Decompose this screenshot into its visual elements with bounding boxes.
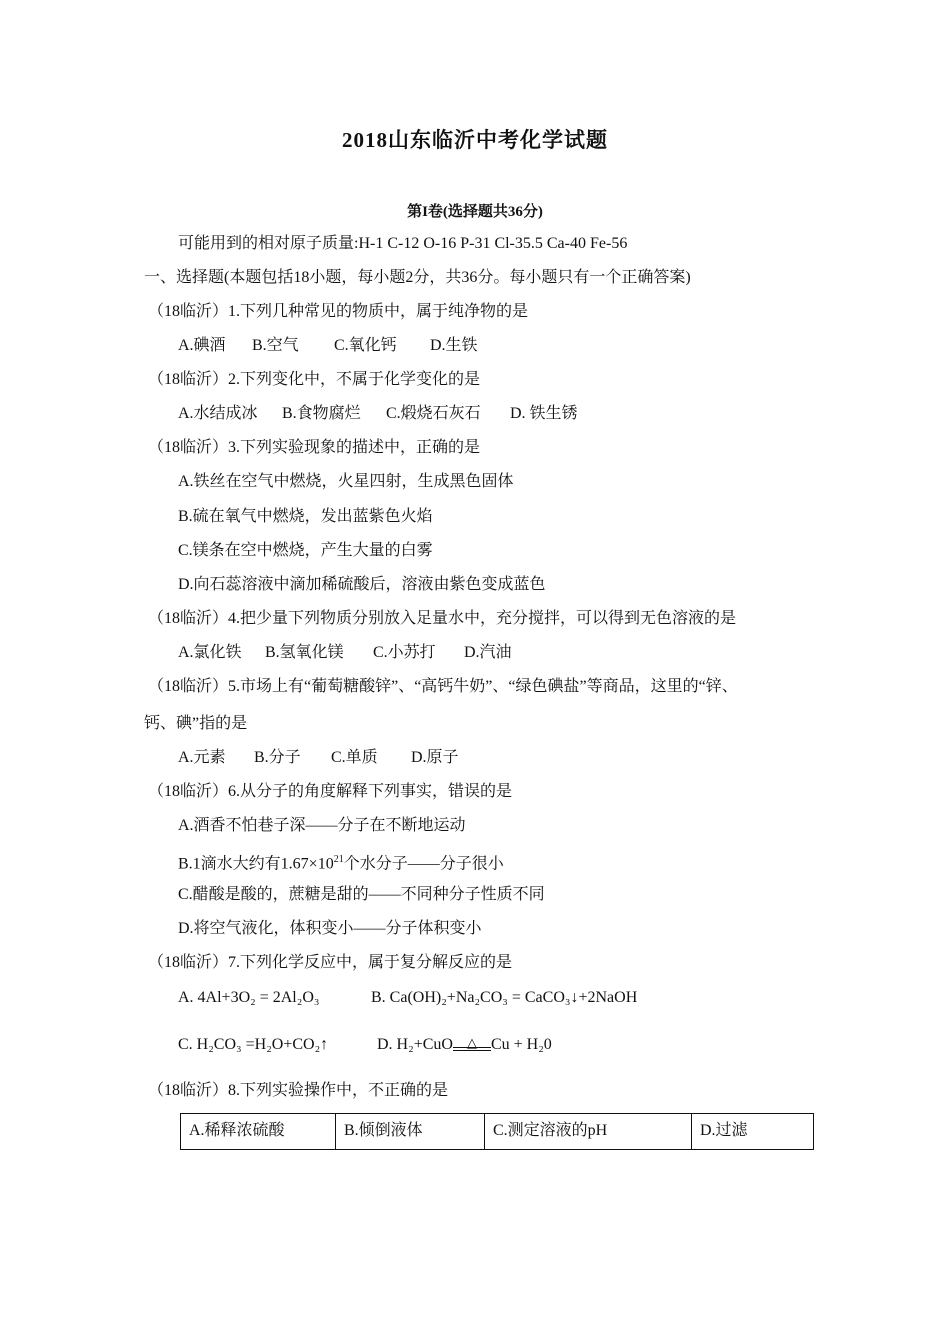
heat-icon: △: [466, 1035, 477, 1050]
question-7-stem: （18临沂）7.下列化学反应中，属于复分解反应的是: [148, 954, 513, 971]
equation-right: Cu + H₂0: [490, 1036, 552, 1053]
question-4-options: [178, 643, 512, 663]
section-title: 第I卷(选择题共36分): [407, 204, 543, 220]
option: A.铁丝在空气中燃烧，火星四射，生成黑色固体: [178, 473, 514, 490]
option: B.硫在氧气中燃烧，发出蓝紫色火焰: [178, 508, 433, 525]
question-4-stem: （18临沂）4.把少量下列物质分别放入足量水中，充分搅拌，可以得到无色溶液的是: [148, 610, 737, 627]
option: C.单质: [331, 749, 378, 766]
atomic-masses: 可能用到的相对原子质量:H-1 C-12 O-16 P-31 Cl-35.5 Ca-40 Fe-56: [178, 235, 628, 252]
question-8-stem: （18临沂）8.下列实验操作中，不正确的是: [148, 1082, 449, 1099]
option: A.酒香不怕巷子深——分子在不断地运动: [178, 817, 466, 834]
heat-equals-sign: [453, 1035, 491, 1055]
option: D.原子: [411, 749, 459, 766]
table-cell: D.过滤: [692, 1114, 814, 1150]
option: C.醋酸是酸的，蔗糖是甜的——不同种分子性质不同: [178, 886, 545, 903]
question-2-stem: （18临沂）2.下列变化中，不属于化学变化的是: [148, 371, 481, 388]
equation-left: D. H₂+CuO: [377, 1036, 453, 1053]
table-cell: C.测定溶液的pH: [485, 1114, 692, 1150]
table-row: [181, 1114, 814, 1150]
option: A.氯化铁: [178, 644, 242, 661]
option-text-tail: 个水分子——分子很小: [343, 855, 504, 873]
option: D.生铁: [430, 337, 478, 354]
operations-table: [180, 1113, 814, 1150]
question-5-stem: （18临沂）5.市场上有“葡萄糖酸锌”、“高钙牛奶”、“绿色碘盐”等商品，这里的“锌、: [148, 678, 738, 695]
option: A.水结成冰: [178, 405, 258, 422]
exponent: 21: [333, 854, 344, 865]
question-1-options: [178, 336, 478, 356]
option: B.食物腐烂: [282, 405, 361, 422]
option-with-exponent: [178, 850, 504, 874]
part-heading: 一、选择题(本题包括18小题，每小题2分，共36分。每小题只有一个正确答案): [144, 269, 691, 286]
question-7-option-b: B. Ca(OH)₂+Na₂CO₃ = CaCO₃↓+2NaOH: [371, 989, 638, 1006]
table-cell: A.稀释浓硫酸: [181, 1114, 336, 1150]
option-text: B.1滴水大约有1.67×10: [178, 855, 334, 873]
option: D.将空气液化，体积变小——分子体积变小: [178, 920, 482, 937]
option: D. 铁生锈: [510, 405, 578, 422]
option: B.空气: [252, 337, 299, 354]
option: D.汽油: [464, 644, 512, 661]
question-7-option-d: [377, 1035, 552, 1055]
question-5-options: [178, 748, 459, 768]
table-cell: B.倾倒液体: [336, 1114, 485, 1150]
option: B.氢氧化镁: [265, 644, 344, 661]
question-1-stem: （18临沂）1.下列几种常见的物质中，属于纯净物的是: [148, 303, 529, 320]
question-3-stem: （18临沂）3.下列实验现象的描述中，正确的是: [148, 439, 481, 456]
option: C.镁条在空中燃烧，产生大量的白雾: [178, 542, 433, 559]
question-7-option-a: A. 4Al+3O₂ = 2Al₂O₃: [178, 989, 320, 1006]
question-6-stem: （18临沂）6.从分子的角度解释下列事实，错误的是: [148, 783, 513, 800]
question-7-option-c: C. H₂CO₃ =H₂O+CO₂↑: [178, 1036, 329, 1053]
option: A.元素: [178, 749, 226, 766]
option: C.煅烧石灰石: [386, 405, 481, 422]
option: D.向石蕊溶液中滴加稀硫酸后，溶液由紫色变成蓝色: [178, 576, 546, 593]
option: C.小苏打: [373, 644, 436, 661]
question-5-stem-cont: 钙、碘”指的是: [144, 715, 248, 732]
option: B.分子: [254, 749, 301, 766]
option: A.碘酒: [178, 337, 226, 354]
question-2-options: [178, 404, 578, 424]
page-title: 2018山东临沂中考化学试题: [342, 128, 608, 152]
option: C.氧化钙: [334, 337, 397, 354]
